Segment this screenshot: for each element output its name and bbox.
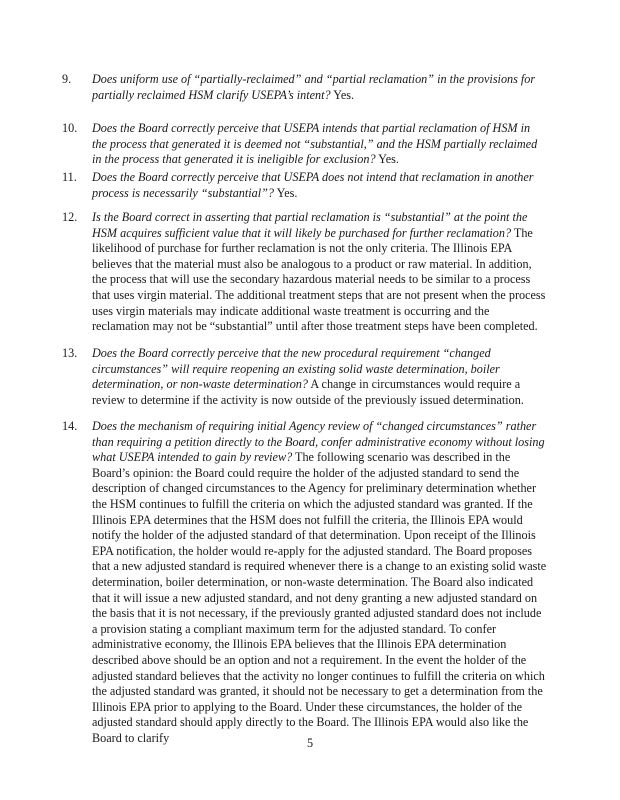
item-question: Does uniform use of “partially-reclaimed” and “partial reclamation” in the provisions for partially reclaimed HSM clarify USEPA’s intent? — [92, 72, 536, 102]
item-answer: The likelihood of purchase for further reclamation is not the only criteria. The Illinois EPA believes that the material must also be analogous to a product or raw material. In addition, the process that will use the secondary hazardous material needs to be similar to a process that uses virgin material. The additional treatment steps that are not present when the process uses virgin materials may indicate additional waste treatment is occurring and the reclamation may not be “substantial” until after those treatment steps have been completed. — [92, 225, 546, 334]
item-question: Does the Board correctly perceive that USEPA does not intend that reclamation in another process is necessarily “substantial”? — [92, 170, 534, 200]
item-question: Does the Board correctly perceive that the new procedural requirement “changed circumstances” will require reopening an existing solid waste determination, boiler determination, or non-waste determination? — [92, 346, 500, 392]
item-answer: A change in circumstances would require a review to determine if the activity is now outside of the previously issued determination. — [92, 377, 524, 407]
item-question: Does the Board correctly perceive that USEPA intends that partial reclamation of HSM in the process that generated it is deemed not “substantial,” and the HSM partially reclaimed in the process that generated it is ineligible for exclusion? — [92, 121, 538, 167]
item-answer: Yes. — [378, 152, 399, 167]
list-item-9 — [62, 72, 547, 103]
item-question: Is the Board correct in asserting that partial reclamation is “substantial” at the point the HSM acquires sufficient value that it will likely be purchased for further reclamation? — [92, 210, 528, 240]
item-number: 12. — [62, 210, 78, 224]
list-item-10 — [62, 121, 547, 168]
list-item-12 — [62, 210, 547, 335]
list-item-13 — [62, 346, 547, 408]
item-number: 11. — [62, 170, 77, 184]
list-item-11 — [62, 170, 547, 201]
list-item-14 — [62, 419, 547, 746]
item-number: 14. — [62, 419, 78, 433]
page-number: 5 — [306, 736, 314, 750]
item-answer: Yes. — [333, 87, 355, 102]
item-question: Does the mechanism of requiring initial Agency review of “changed circumstances” rather than requiring a petition directly to the Board, confer administrative economy without losing what USEPA intended to gain by review? — [92, 419, 545, 465]
item-answer: Yes. — [276, 185, 298, 200]
item-number: 13. — [62, 346, 78, 360]
item-answer: The following scenario was described in the Board’s opinion: the Board could require the holder of the adjusted standard to send the description of changed circumstances to the Agency for preliminary determination whether the HSM continues to fulfill the criteria on which the adjusted standard was granted. If the Illinois EPA determines that the HSM does not fulfill the criteria, the Illinois EPA would notify the holder of the adjusted standard of that determination. Upon receipt of the Illinois EPA notification, the holder would re-apply for the adjusted standard. The Board proposes that a new adjusted standard is required whenever there is a change to an existing solid waste determination, boiler determination, or non-waste determination. The Board also indicated that it will issue a new adjusted standard, and not deny granting a new adjusted standard on the basis that it is not necessary, if the previously granted adjusted standard does not include a provision stating a compliant maximum term for the adjusted standard. To confer administrative economy, the Illinois EPA believes that the Illinois EPA determination described above should be an option and not a requirement. In the event the holder of the adjusted standard believes that the activity no longer continues to fulfill the criteria on which the adjusted standard was granted, it should not be necessary to get a determination from the Illinois EPA prior to applying to the Board. Under these circumstances, the holder of the adjusted standard should apply directly to the Board. The Illinois EPA would also like the Board to clarify — [92, 450, 547, 745]
item-number: 9. — [62, 72, 72, 86]
item-number: 10. — [62, 121, 78, 135]
